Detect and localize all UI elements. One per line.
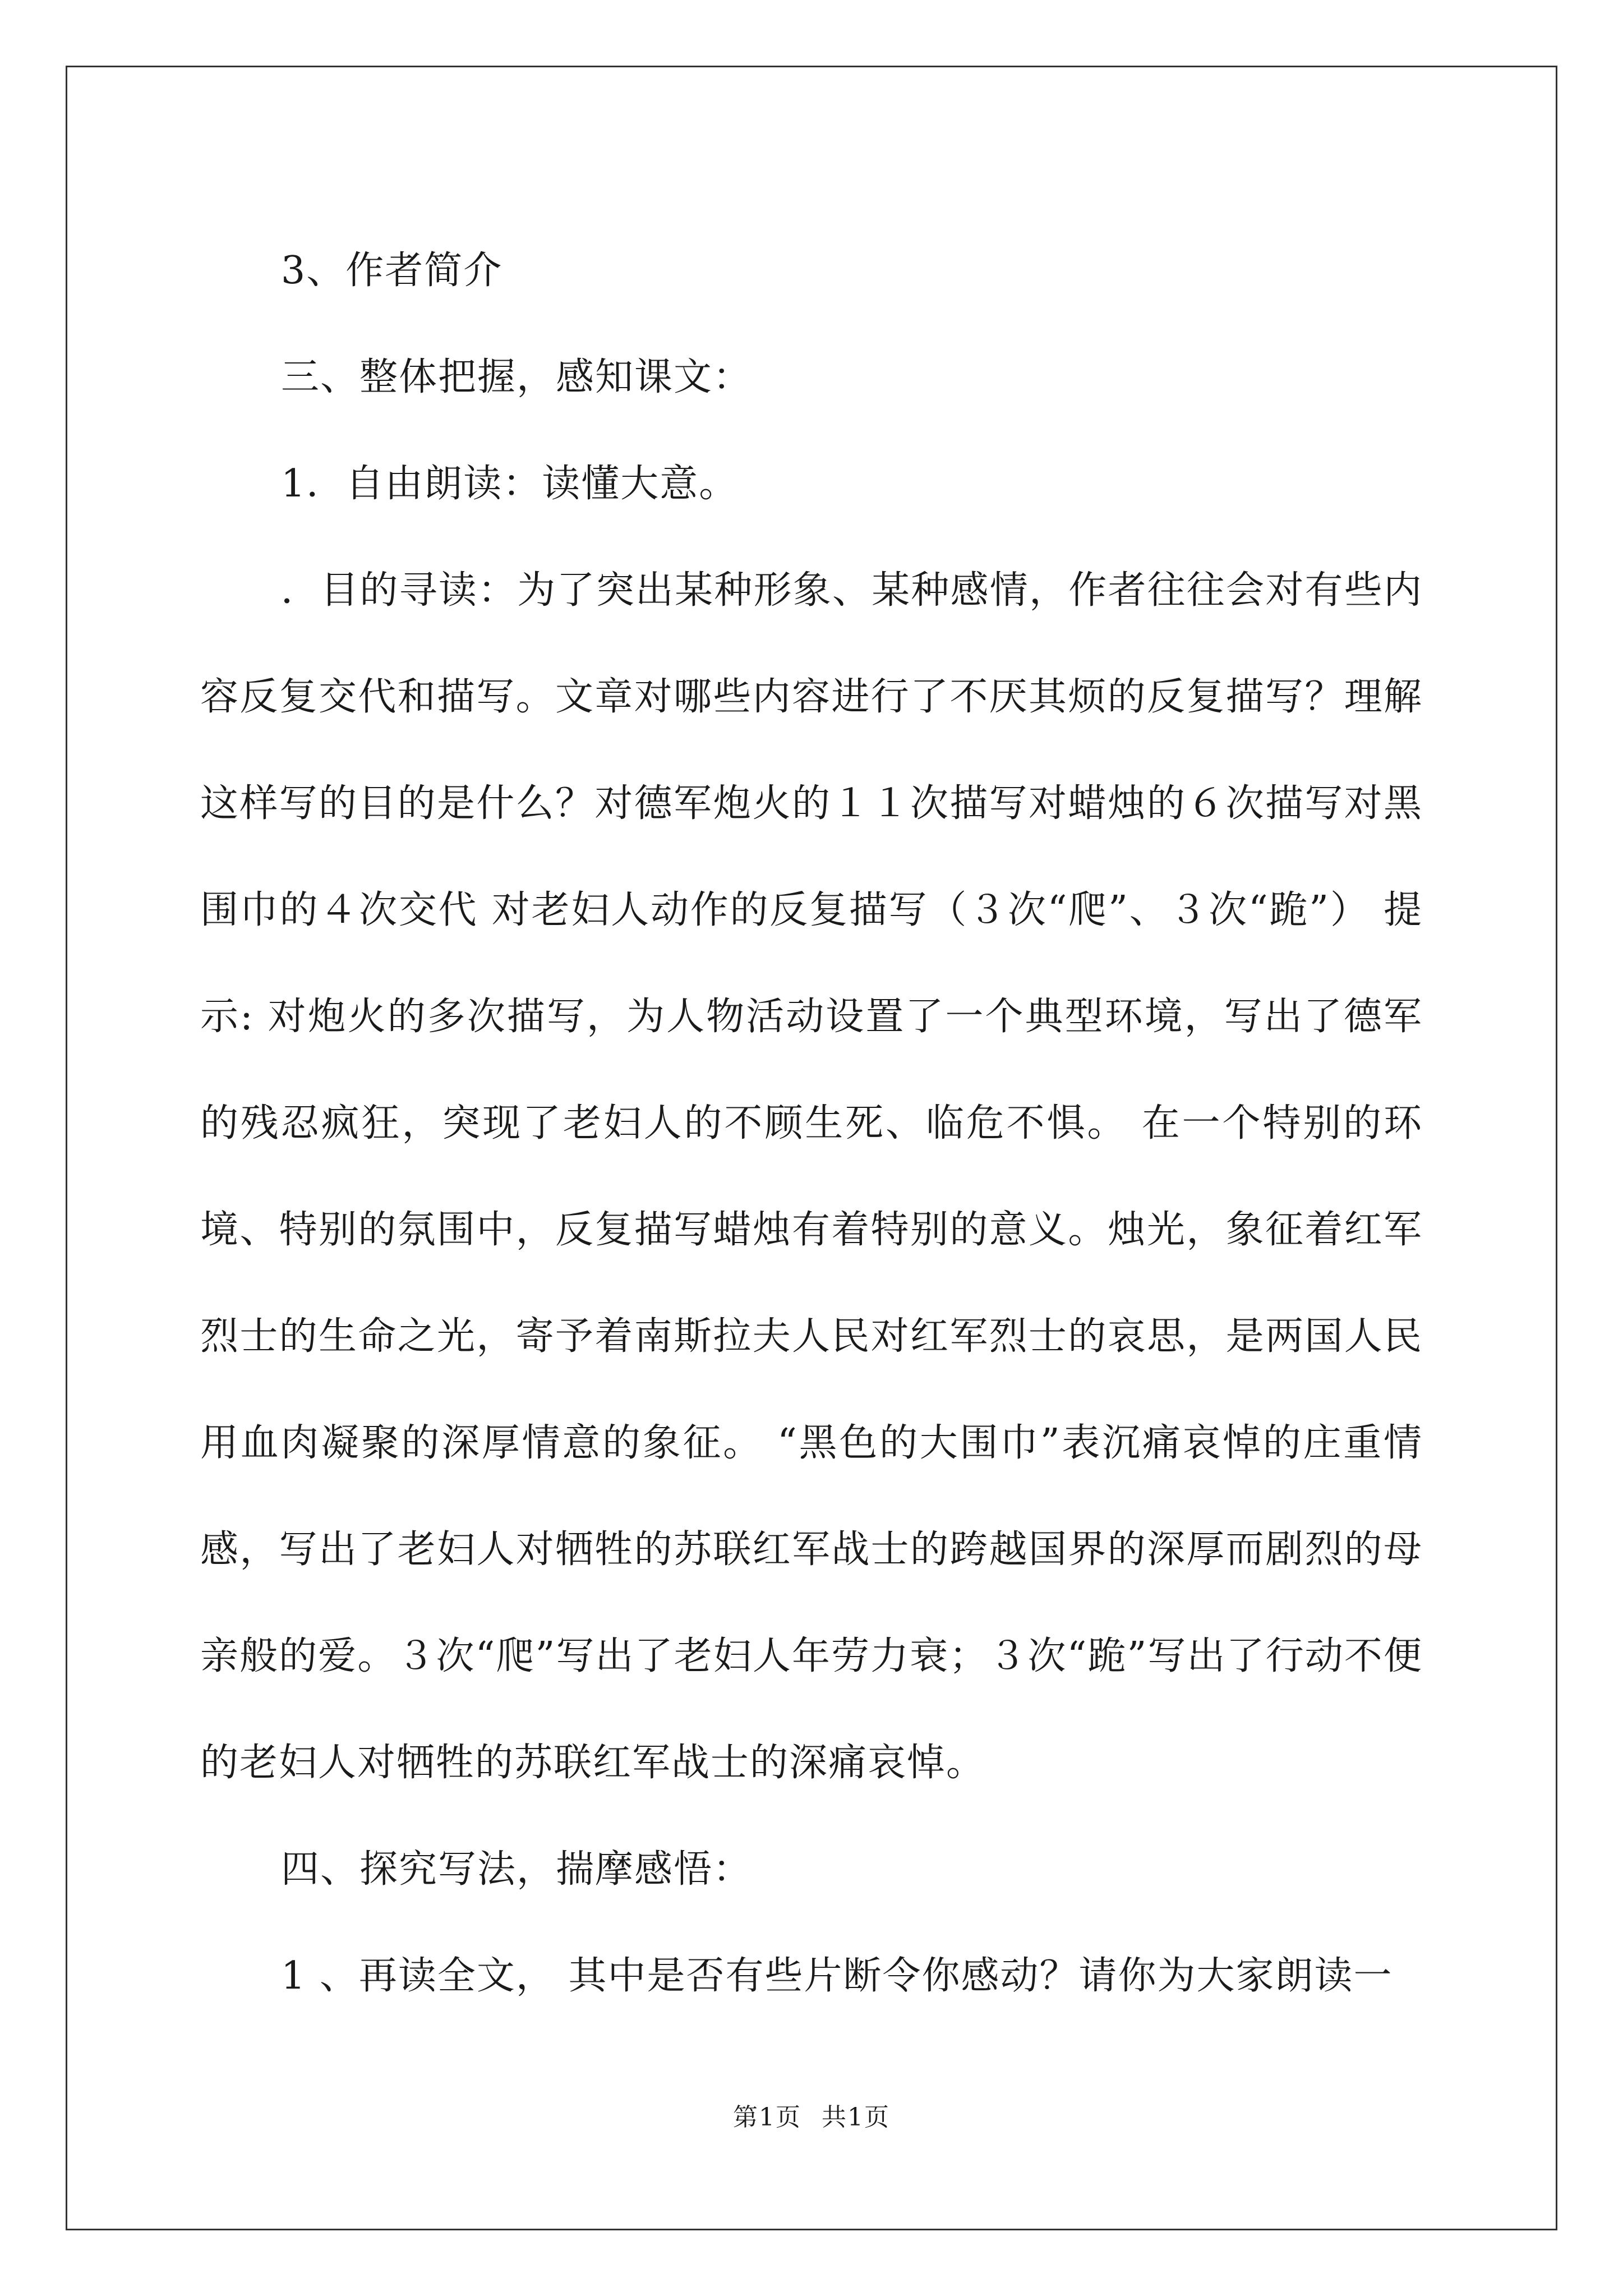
paragraph-section-three-heading: 三、整体把握，感知课文： [281,355,753,399]
paragraph-section-four-heading: 四、探究写法，揣摩感悟： [281,1847,753,1892]
document-body [200,218,1423,2030]
paragraph-purpose-reading: ．目的寻读：为了突出某种形象、某种感情，作者往往会对有些内容反复交代和描写。文章对哪些内容进行了不厌其烦的反复描写？理解这样写的目的是什么？对德军炮火的１１次描写对蜡烛的６次描写对黑围巾的４次交代 对老妇人动作的反复描写（３次“爬”、３次“跪”） 提示: 对炮火的多次描写，为人物活动设置了一个典型环境，写出了德军的残忍疯狂，突现了老妇人的不顾生死、临危不惧。 在一个特别的环境、特别的氛围中，反复描写蜡烛有着特别的意义。烛光，象征着红军烈士的生命之光，寄予着南斯拉夫人民对红军烈士的哀思，是两国人民用血肉凝聚的深厚情意的象征。 “黑色的大围巾”表沉痛哀悼的庄重情感，写出了老妇人对牺牲的苏联红军战士的跨越国界的深厚而剧烈的母亲般的爱。３次“爬”写出了老妇人年劳力衰；３次“跪”写出了行动不便的老妇人对牺牲的苏联红军战士的深痛哀悼。 [200,568,1423,1785]
paragraph-free-reading: 1．自由朗读：读懂大意。 [281,462,739,506]
page-footer [0,2101,1623,2134]
page-total: 共1页 [822,2103,890,2132]
page-number: 第1页 [733,2103,801,2132]
paragraph-author-intro: 3、作者简介 [281,249,503,293]
paragraph-reread: 1 、再读全文， 其中是否有些片断令你感动？请你为大家朗读一 [281,1954,1393,1998]
